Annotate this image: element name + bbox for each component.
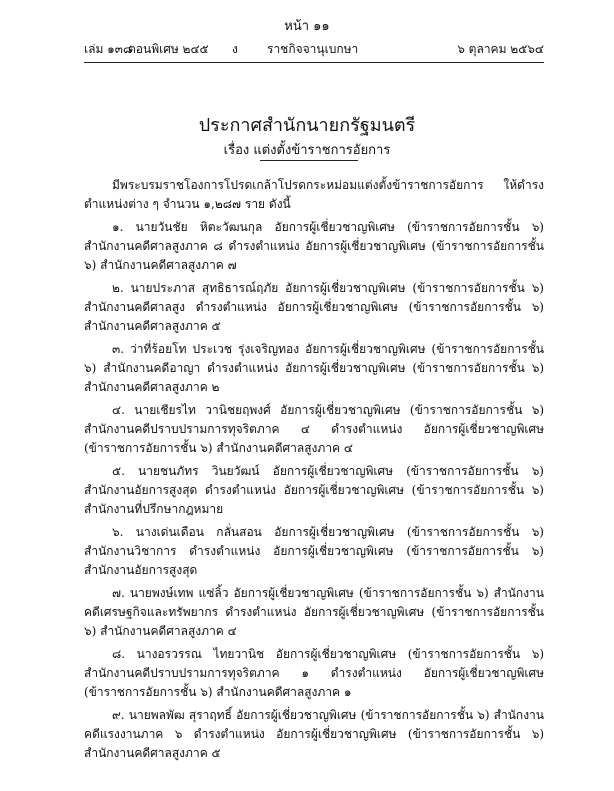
header-divider: [84, 62, 544, 63]
list-item: ๘. นางอรวรรณ ไทยวานิช อัยการผู้เชี่ยวชาญพิเศษ (ข้าราชการอัยการชั้น ๖) สำนักงานคดีปราบปรามการทุจริตภาค ๑ ดำรงตำแหน่ง อัยการผู้เชี่ยวชาญพิเศษ (ข้าราชการอัยการชั้น ๖) สำนักงานคดีศาลสูงภาค ๑: [84, 647, 544, 699]
announcement-body: [84, 176, 544, 767]
list-item: ๑. นายวันชัย หิตะวัฒนกุล อัยการผู้เชี่ยวชาญพิเศษ (ข้าราชการอัยการชั้น ๖) สำนักงานคดีศาลสูงภาค ๘ ดำรงตำแหน่ง อัยการผู้เชี่ยวชาญพิเศษ (ข้าราชการอัยการชั้น ๖) สำนักงานคดีศาลสูงภาค ๗: [84, 220, 544, 272]
section-number: ตอนพิเศษ ๒๔๕: [128, 42, 209, 56]
list-item: ๖. นางเด่นเดือน กลั่นสอน อัยการผู้เชี่ยวชาญพิเศษ (ข้าราชการอัยการชั้น ๖) สำนักงานวิชาการ ดำรงตำแหน่ง อัยการผู้เชี่ยวชาญพิเศษ (ข้าราชการอัยการชั้น ๖) สำนักงานอัยการสูงสุด: [84, 525, 544, 577]
publication-name: ราชกิจจานุเบกษา: [267, 42, 359, 56]
publication-date: ๖ ตุลาคม ๒๕๖๔: [457, 42, 544, 56]
book-letter: ง: [232, 42, 238, 56]
list-item: ๓. ว่าที่ร้อยโท ประเวช รุ่งเจริญทอง อัยการผู้เชี่ยวชาญพิเศษ (ข้าราชการอัยการชั้น ๖) สำนักงานคดีอาญา ดำรงตำแหน่ง อัยการผู้เชี่ยวชาญพิเศษ (ข้าราชการอัยการชั้น ๖) สำนักงานคดีศาลสูงภาค ๒: [84, 342, 544, 394]
list-item: ๕. นายชนภัทร วินยวัฒน์ อัยการผู้เชี่ยวชาญพิเศษ (ข้าราชการอัยการชั้น ๖) สำนักงานอัยการสูงสุด ดำรงตำแหน่ง อัยการผู้เชี่ยวชาญพิเศษ (ข้าราชการอัยการชั้น ๖) สำนักงานที่ปรึกษากฎหมาย: [84, 464, 544, 516]
subject-underline: [260, 160, 358, 161]
intro-paragraph: มีพระบรมราชโองการโปรดเกล้าโปรดกระหม่อมแต่งตั้งข้าราชการอัยการ ให้ดำรงตำแหน่งต่าง ๆ จำนวน ๑,๒๘๗ ราย ดังนี้: [84, 178, 544, 211]
list-item: ๔. นายเชียรไท วานิชยฤพงศ์ อัยการผู้เชี่ยวชาญพิเศษ (ข้าราชการอัยการชั้น ๖) สำนักงานคดีปราบปรามการทุจริตภาค ๔ ดำรงตำแหน่ง อัยการผู้เชี่ยวชาญพิเศษ (ข้าราชการอัยการชั้น ๖) สำนักงานคดีศาลสูงภาค ๔: [84, 403, 544, 455]
page-number: หน้า ๑๑: [284, 19, 330, 34]
volume-number: เล่ม ๑๓๘: [84, 42, 133, 56]
announcement-subject: เรื่อง แต่งตั้งข้าราชการอัยการ: [223, 143, 391, 158]
gazette-header: [84, 40, 544, 58]
list-item: ๒. นายประภาส สุทธิธารณ์ฤภัย อัยการผู้เชี่ยวชาญพิเศษ (ข้าราชการอัยการชั้น ๖) สำนักงานคดีศาลสูง ดำรงตำแหน่ง อัยการผู้เชี่ยวชาญพิเศษ (ข้าราชการอัยการชั้น ๖) สำนักงานคดีศาลสูงภาค ๕: [84, 281, 544, 333]
list-item: ๙. นายพลพัฒ สุราฤทธิ์ อัยการผู้เชี่ยวชาญพิเศษ (ข้าราชการอัยการชั้น ๖) สำนักงานคดีแรงงานภาค ๖ ดำรงตำแหน่ง อัยการผู้เชี่ยวชาญพิเศษ (ข้าราชการอัยการชั้น ๖) สำนักงานคดีศาลสูงภาค ๕: [84, 708, 544, 760]
list-item: ๗. นายพงษ์เทพ แซ่ลิ้ว อัยการผู้เชี่ยวชาญพิเศษ (ข้าราชการอัยการชั้น ๖) สำนักงานคดีเศรษฐกิจและทรัพยากร ดำรงตำแหน่ง อัยการผู้เชี่ยวชาญพิเศษ (ข้าราชการอัยการชั้น ๖) สำนักงานคดีศาลสูงภาค ๔: [84, 586, 544, 638]
announcement-title: ประกาศสำนักนายกรัฐมนตรี: [198, 115, 416, 136]
